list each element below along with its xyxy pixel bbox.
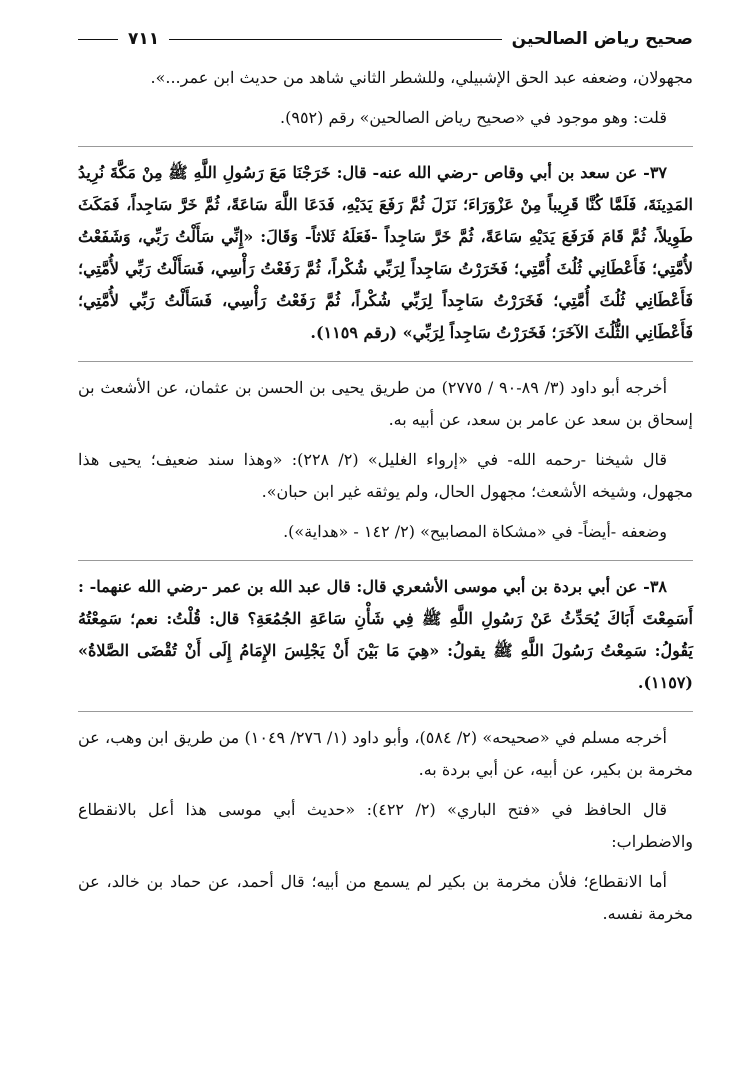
- paragraph-hafiz-comment: قال الحافظ في «فتح الباري» (٢/ ٤٢٢): «حديث أبي موسى هذا أعل بالانقطاع والاضطراب:: [78, 800, 693, 851]
- hadith-37: ٣٧- عن سعد بن أبي وقاص -رضي الله عنه- قال: خَرَجْنَا مَعَ رَسُولِ اللَّهِ ﷺ مِنْ مَكَّةَ نُرِيدُ المَدِينَةَ، فَلَمَّا كُنَّا قَرِيباً مِنْ عَزْوَرَاءَ؛ نَزَلَ ثُمَّ رَفَعَ يَدَيْهِ، فَدَعَا اللَّهَ سَاعَةً، ثُمَّ خَرَّ سَاجِداً، فَمَكَثَ طَوِيلاً، ثُمَّ قَامَ فَرَفَعَ يَدَيْهِ سَاعَةً، ثُمَّ خَرَّ سَاجِداً -فَعَلَهُ ثَلاثاً- وَقَالَ: «إِنِّي سَأَلْتُ رَبِّي، وَشَفَعْتُ لأُمَّتِي؛ فَأَعْطَانِي ثُلُثَ أُمَّتِي؛ فَخَرَرْتُ سَاجِداً لِرَبِّي شُكْراً، ثُمَّ رَفَعْتُ رَأْسِي، فَسَأَلْتُ رَبِّي لأُمَّتِي؛ فَأَعْطَانِي ثُلُثَ أُمَّتِي؛ فَخَرَرْتُ سَاجِداً لِرَبِّي شُكْراً، ثُمَّ رَفَعْتُ رَأْسِي، فَسَأَلْتُ رَبِّي لأُمَّتِي؛ فَأَعْطَانِي الثُّلُثَ الآخَرَ؛ فَخَرَرْتُ سَاجِداً لِرَبِّي» (رقم ١١٥٩).: [78, 163, 693, 342]
- page-header: [78, 24, 693, 54]
- paragraph-sheikh-comment: قال شيخنا -رحمه الله- في «إرواء الغليل» (٢/ ٢٢٨): «وهذا سند ضعيف؛ يحيى هذا مجهول، وشيخه الأشعث؛ مجهول الحال، ولم يوثقه غير ابن حبان».: [78, 450, 693, 501]
- paragraph-takhrij-38: أخرجه مسلم في «صحيحه» (٢/ ٥٨٤)، وأبو داود (١/ ٢٧٦/ ١٠٤٩) من طريق ابن وهب، عن مخرمة بن بكير، عن أبيه، عن أبي بردة به.: [78, 728, 693, 779]
- section-divider: [78, 711, 693, 712]
- section-divider: [78, 560, 693, 561]
- header-rule-short: [78, 39, 118, 40]
- paragraph-note: قلت: وهو موجود في «صحيح رياض الصالحين» رقم (٩٥٢).: [280, 108, 667, 127]
- paragraph-takhrij-37: أخرجه أبو داود (٣/ ٨٩-٩٠ / ٢٧٧٥) من طريق يحيى بن الحسن بن عثمان، عن الأشعث بن إسحاق بن سعد عن عامر بن سعد، عن أبيه به.: [78, 378, 693, 429]
- paragraph-inqita: أما الانقطاع؛ فلأن مخرمة بن بكير لم يسمع من أبيه؛ قال أحمد، عن حماد بن خالد، عن مخرمة نفسه.: [78, 872, 693, 923]
- book-title: صحيح رياض الصالحين: [511, 29, 693, 49]
- page-number: ٧١١: [128, 29, 160, 49]
- document-page: [78, 24, 693, 930]
- paragraph-continuation: مجهولان، وضعفه عبد الحق الإشبيلي، وللشطر الثاني شاهد من حديث ابن عمر...».: [150, 68, 693, 87]
- section-divider: [78, 146, 693, 147]
- hadith-38: ٣٨- عن أبي بردة بن أبي موسى الأشعري قال: قال عبد الله بن عمر -رضي الله عنهما- : أَسَمِعْتَ أَبَاكَ يُحَدِّثُ عَنْ رَسُولِ اللَّهِ ﷺ فِي شَأْنِ سَاعَةِ الجُمُعَةِ؟ قال: قُلْتُ: نعم؛ سَمِعْتُهُ يَقُولُ: سَمِعْتُ رَسُولَ اللَّهِ ﷺ يقولُ: «هِيَ مَا بَيْنَ أَنْ يَجْلِسَ الإِمَامُ إِلَى أَنْ تُقْضَى الصَّلاةُ» (١١٥٧).: [78, 577, 693, 692]
- header-rule: [169, 39, 502, 40]
- paragraph-daif: وضعفه -أيضاً- في «مشكاة المصابيح» (٢/ ١٤٢ - «هداية»).: [283, 522, 667, 541]
- section-divider: [78, 361, 693, 362]
